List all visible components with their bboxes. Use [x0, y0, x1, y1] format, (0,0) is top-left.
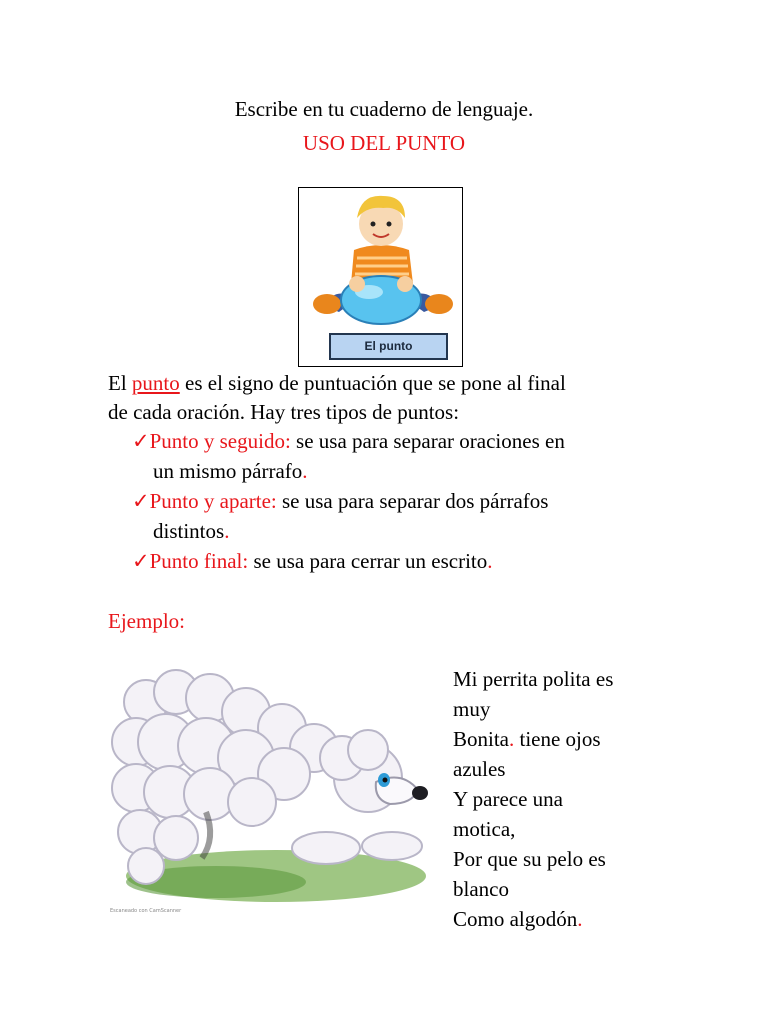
example-label: Ejemplo:: [108, 609, 185, 633]
check-icon: ✓: [132, 489, 150, 513]
item-text: distintos: [153, 519, 225, 543]
poem-line: blanco: [453, 877, 509, 901]
check-icon: ✓: [132, 429, 150, 453]
intro-prefix: El: [108, 371, 132, 395]
poem-word: tiene ojos: [514, 727, 601, 751]
poem-line: Mi perrita polita es: [453, 667, 614, 691]
intro-term: punto: [131, 371, 180, 395]
intro-rest: es el signo de puntuación que se pone al final: [179, 371, 566, 395]
list-item: [132, 546, 493, 576]
poem-line: muy: [453, 697, 491, 721]
poem-word: Bonita: [453, 727, 509, 751]
item-text: se usa para separar dos párrafos: [276, 489, 549, 513]
card-label: El punto: [329, 333, 448, 360]
boy-with-ball-icon: [299, 188, 462, 333]
poem-line: [453, 904, 613, 934]
list-item-continuation: [153, 456, 308, 486]
poem-line: Por que su pelo es: [453, 847, 606, 871]
poem-dot: .: [577, 907, 583, 931]
illustration-card: [298, 187, 463, 367]
instruction-text: Escribe en tu cuaderno de lenguaje.: [234, 97, 534, 121]
list-item: [132, 486, 548, 516]
list-item: [132, 426, 565, 456]
item-text: se usa para separar oraciones en: [290, 429, 565, 453]
intro-line-2: de cada oración. Hay tres tipos de puntos:: [108, 400, 460, 424]
item-text: un mismo párrafo: [153, 459, 303, 483]
poem-line: [453, 724, 613, 754]
example-image: [106, 662, 438, 920]
intro-line-1: [108, 368, 566, 398]
list-item-continuation: [153, 516, 229, 546]
poem-line: azules: [453, 757, 506, 781]
item-term: Punto final:: [149, 549, 249, 573]
item-dot: .: [224, 519, 230, 543]
poem-line: motica,: [453, 817, 516, 841]
poem-word: Como algodón: [453, 907, 578, 931]
poem-dot: .: [509, 727, 515, 751]
page-title: USO DEL PUNTO: [302, 131, 466, 155]
poem-line: Y parece una: [453, 787, 563, 811]
example-poem: [453, 664, 613, 934]
scan-caption: Escaneado con CamScanner: [110, 908, 182, 914]
item-term: Punto y seguido:: [149, 429, 291, 453]
item-text: se usa para cerrar un escrito: [248, 549, 488, 573]
item-dot: .: [302, 459, 308, 483]
sheep-dog-icon: [106, 662, 438, 920]
check-icon: ✓: [132, 549, 150, 573]
item-term: Punto y aparte:: [149, 489, 277, 513]
item-dot: .: [487, 549, 493, 573]
